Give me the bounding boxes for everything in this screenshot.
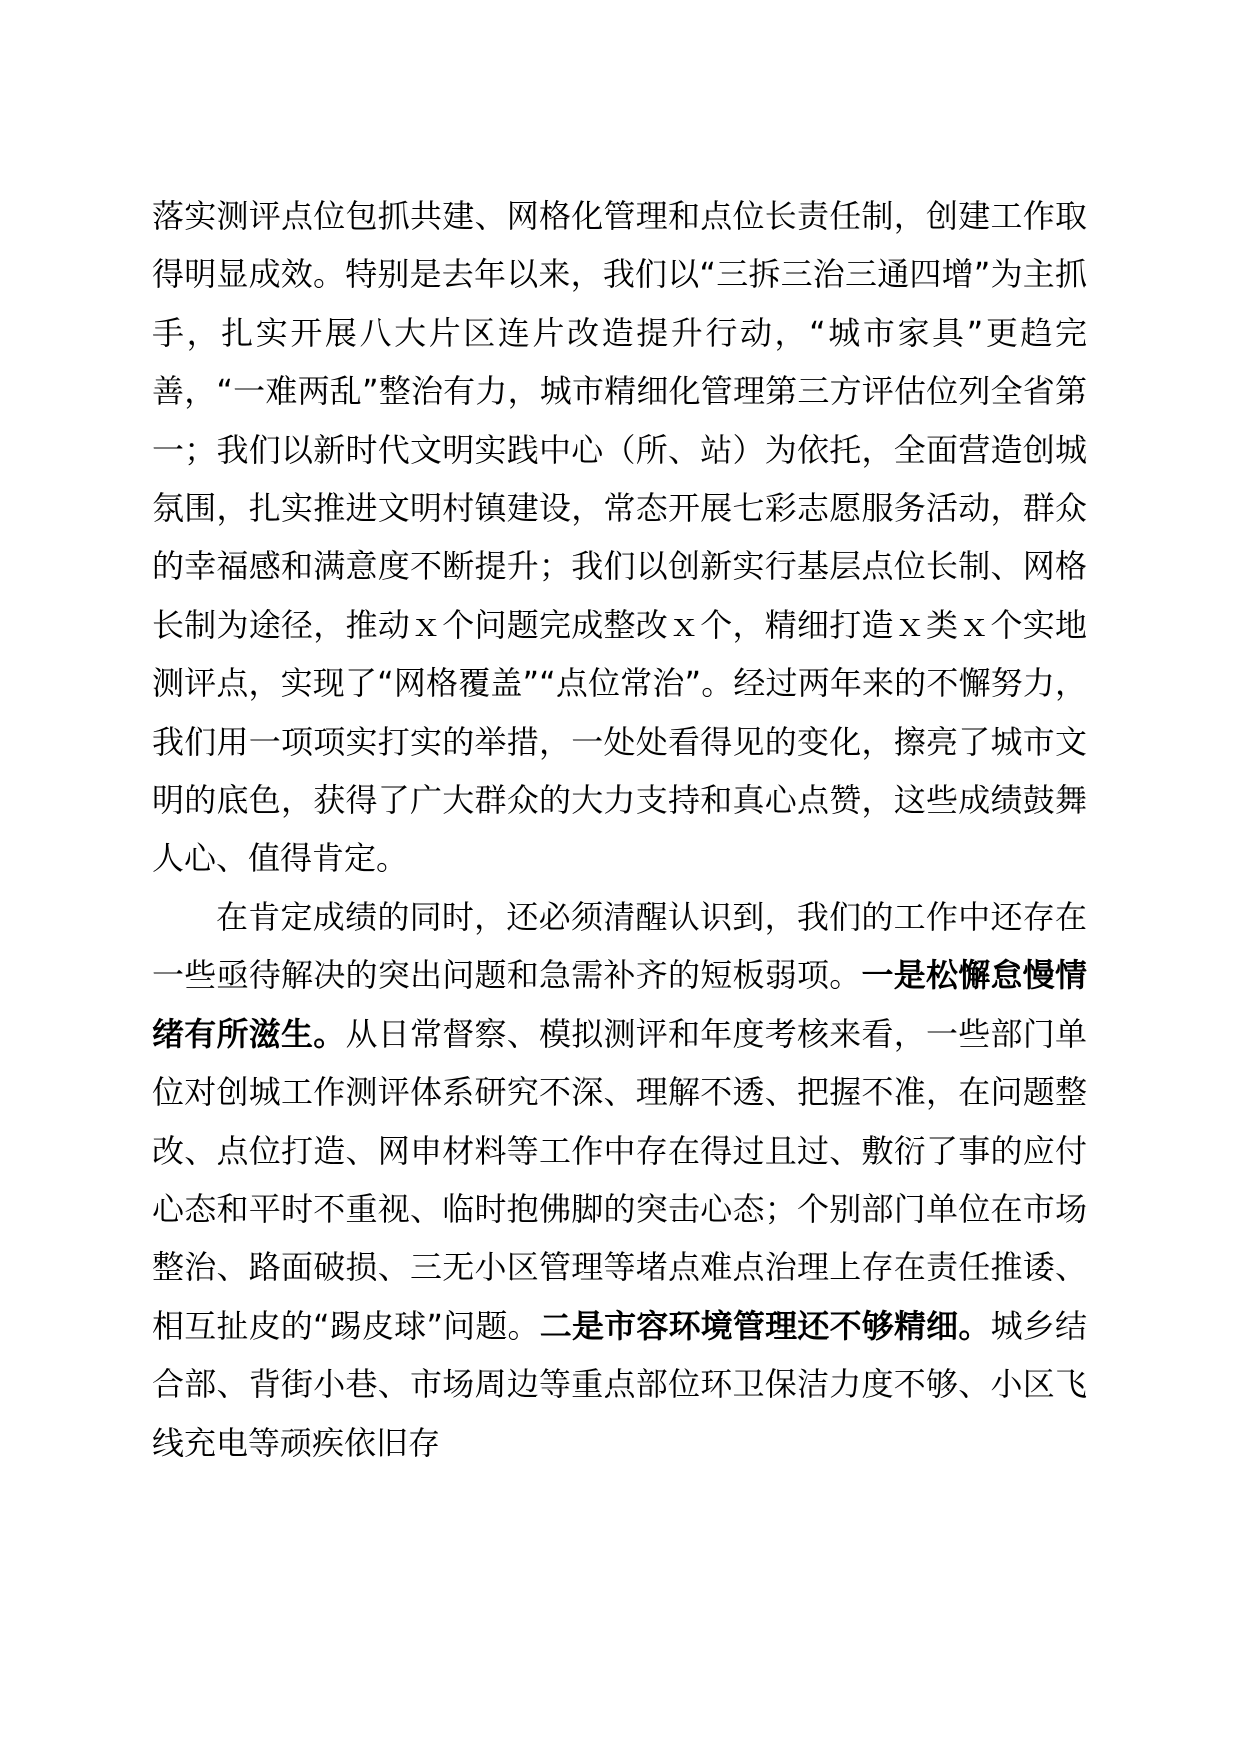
bold-heading-two: 二是市容环境管理还不够精细。 bbox=[539, 1306, 991, 1345]
paragraph-achievements bbox=[152, 187, 1087, 888]
document-body bbox=[152, 187, 1087, 1472]
text-run: 在肯定成绩的同时，还必须清醒认识到，我们的工作中还存在一些亟待解决的突出问题和急需补齐的短板弱项。 bbox=[152, 897, 1087, 995]
text-run: 落实测评点位包抓共建、网格化管理和点位长责任制，创建工作取得明显成效。特别是去年以来，我们以“三拆三治三通四增”为主抓手，扎实开展八大片区连片改造提升行动，“城市家具”更趋完善，“一难两乱”整治有力，城市精细化管理第三方评估位列全省第一；我们以新时代文明实践中心（所、站）为依托，全面营造创城氛围，扎实推进文明村镇建设，常态开展七彩志愿服务活动，群众的幸福感和满意度不断提升；我们以创新实行基层点位长制、网格长制为途径，推动ｘ个问题完成整改ｘ个，精细打造ｘ类ｘ个实地测评点，实现了“网格覆盖”“点位常治”。经过两年来的不懈努力，我们用一项项实打实的举措，一处处看得见的变化，擦亮了城市文明的底色，获得了广大群众的大力支持和真心点赞，这些成绩鼓舞人心、值得肯定。 bbox=[152, 197, 1087, 878]
text-run: 从日常督察、模拟测评和年度考核来看，一些部门单位对创城工作测评体系研究不深、理解不透、把握不准，在问题整改、点位打造、网申材料等工作中存在得过且过、敷衍了事的应付心态和平时不重视、临时抱佛脚的突击心态；个别部门单位在市场整治、路面破损、三无小区管理等堵点难点治理上存在责任推诿、相互扯皮的“踢皮球”问题。 bbox=[152, 1014, 1087, 1345]
bold-heading-one: 一是松懈怠慢情绪有所滋生。 bbox=[152, 956, 1087, 1053]
text-run: 城乡结合部、背街小巷、市场周边等重点部位环卫保洁力度不够、小区飞线充电等顽疾依旧存 bbox=[152, 1306, 1087, 1462]
paragraph-problems bbox=[152, 888, 1087, 1472]
